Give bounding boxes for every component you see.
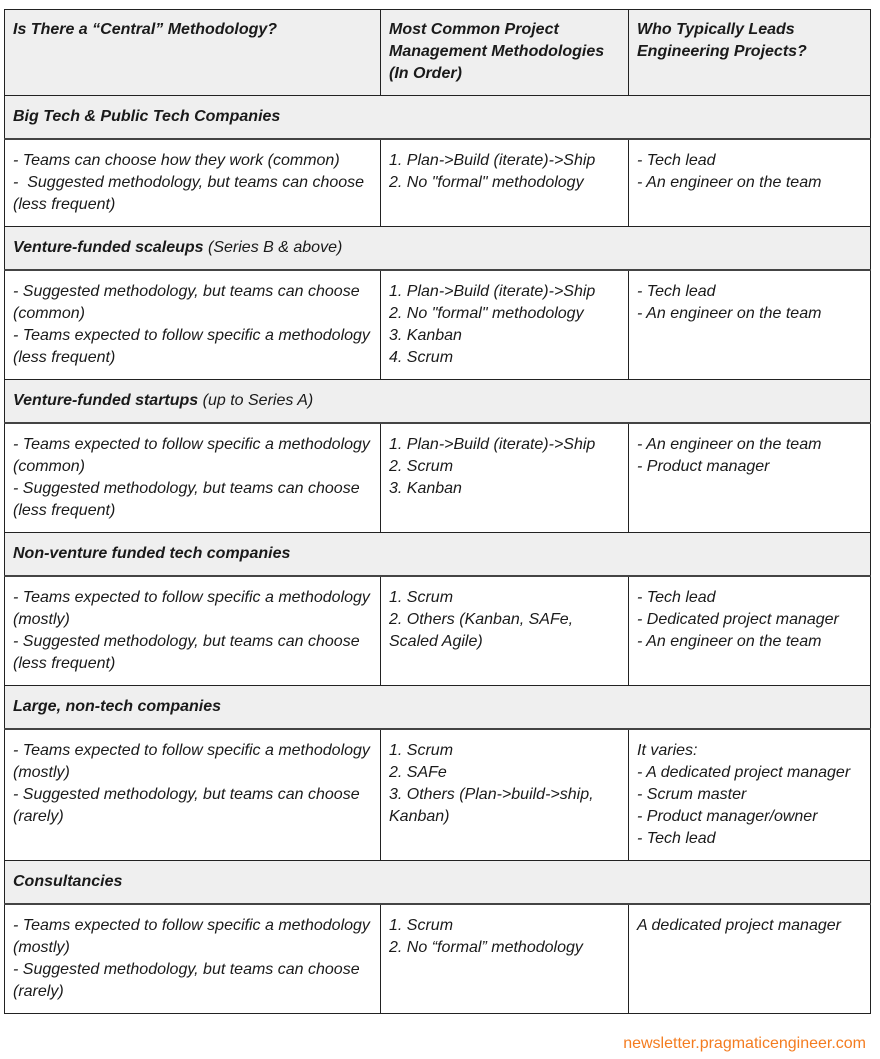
- cell-line: - An engineer on the team: [637, 633, 822, 650]
- leads-cell: [629, 576, 871, 686]
- leads-cell: [629, 270, 871, 380]
- cell-line: - An engineer on the team: [637, 174, 822, 191]
- cell-line: - A dedicated project manager: [637, 764, 851, 781]
- methodologies-cell: [381, 576, 629, 686]
- cell-line: 2. Others (Kanban, SAFe, Scaled Agile): [389, 611, 578, 650]
- methodologies-cell: [381, 423, 629, 533]
- section-row-consultancies: [5, 861, 871, 905]
- section-title-cell: [5, 227, 871, 271]
- cell-line: - Tech lead: [637, 152, 716, 169]
- section-title-cell: [5, 861, 871, 905]
- table-header-row: [5, 10, 871, 96]
- cell-line: 1. Scrum: [389, 742, 454, 759]
- section-title: Venture-funded startups: [13, 392, 199, 409]
- methodologies-cell: [381, 270, 629, 380]
- cell-line: - Suggested methodology, but teams can choose (rarely): [13, 961, 365, 1000]
- cell-line: - Suggested methodology, but teams can choose (common): [13, 283, 365, 322]
- central-methodology-cell: [5, 729, 381, 861]
- section-row-large-non-tech: [5, 686, 871, 730]
- methodologies-cell: [381, 904, 629, 1014]
- cell-line: - Suggested methodology, but teams can choose (less frequent): [13, 633, 365, 672]
- cell-line: - Teams expected to follow specific a methodology (less frequent): [13, 327, 375, 366]
- cell-line: 3. Kanban: [389, 480, 462, 497]
- methodologies-cell: [381, 139, 629, 227]
- cell-line: - Teams expected to follow specific a methodology (mostly): [13, 742, 375, 781]
- table-row: [5, 576, 871, 686]
- header-who-leads: Who Typically Leads Engineering Projects?: [629, 10, 871, 96]
- table-row: [5, 139, 871, 227]
- section-title-cell: [5, 380, 871, 424]
- table-row: [5, 423, 871, 533]
- section-note: (Series B & above): [203, 239, 343, 256]
- leads-cell: [629, 139, 871, 227]
- section-title-cell: [5, 96, 871, 140]
- comparison-table-container: [4, 9, 870, 1014]
- cell-line: - Tech lead: [637, 283, 716, 300]
- cell-line: 1. Scrum: [389, 589, 454, 606]
- cell-line: 2. No "formal" methodology: [389, 174, 584, 191]
- central-methodology-cell: [5, 576, 381, 686]
- cell-line: 2. SAFe: [389, 764, 447, 781]
- cell-line: - Suggested methodology, but teams can choose (less frequent): [13, 480, 365, 519]
- section-row-non-venture: [5, 533, 871, 577]
- table-row: [5, 270, 871, 380]
- cell-line: - Tech lead: [637, 830, 716, 847]
- cell-line: 2. No "formal" methodology: [389, 305, 584, 322]
- cell-line: 3. Kanban: [389, 327, 462, 344]
- cell-line: - Product manager/owner: [637, 808, 818, 825]
- source-link[interactable]: newsletter.pragmaticengineer.com: [623, 1035, 866, 1052]
- methodology-comparison-table: [4, 9, 871, 1014]
- section-title: Big Tech & Public Tech Companies: [13, 108, 281, 125]
- leads-cell: [629, 423, 871, 533]
- cell-line: 4. Scrum: [389, 349, 454, 366]
- cell-line: - Teams expected to follow specific a methodology (common): [13, 436, 375, 475]
- cell-line: 2. No “formal” methodology: [389, 939, 583, 956]
- cell-line: 1. Plan->Build (iterate)->Ship: [389, 436, 596, 453]
- cell-line: - Teams expected to follow specific a methodology (mostly): [13, 917, 375, 956]
- section-title-cell: [5, 686, 871, 730]
- cell-line: A dedicated project manager: [637, 917, 841, 934]
- cell-line: 1. Scrum: [389, 917, 454, 934]
- section-note: (up to Series A): [198, 392, 314, 409]
- section-title: Non-venture funded tech companies: [13, 545, 291, 562]
- section-row-startups: [5, 380, 871, 424]
- cell-line: 3. Others (Plan->build->ship, Kanban): [389, 786, 598, 825]
- cell-line: - Tech lead: [637, 589, 716, 606]
- section-row-big-tech: [5, 96, 871, 140]
- cell-line: - Scrum master: [637, 786, 747, 803]
- header-central-methodology: Is There a “Central” Methodology?: [5, 10, 381, 96]
- cell-line: 1. Plan->Build (iterate)->Ship: [389, 283, 596, 300]
- table-row: [5, 729, 871, 861]
- cell-line: - An engineer on the team: [637, 436, 822, 453]
- cell-line: It varies:: [637, 742, 698, 759]
- cell-line: - Dedicated project manager: [637, 611, 839, 628]
- methodologies-cell: [381, 729, 629, 861]
- cell-line: 1. Plan->Build (iterate)->Ship: [389, 152, 596, 169]
- central-methodology-cell: [5, 423, 381, 533]
- cell-line: - An engineer on the team: [637, 305, 822, 322]
- section-title-cell: [5, 533, 871, 577]
- header-common-methodologies: Most Common Project Management Methodologies (In Order): [381, 10, 629, 96]
- section-title: Venture-funded scaleups: [13, 239, 204, 256]
- leads-cell: [629, 729, 871, 861]
- central-methodology-cell: [5, 904, 381, 1014]
- table-row: [5, 904, 871, 1014]
- section-row-scaleups: [5, 227, 871, 271]
- cell-line: - Teams can choose how they work (common): [13, 152, 340, 169]
- cell-line: 2. Scrum: [389, 458, 454, 475]
- cell-line: - Suggested methodology, but teams can choose (less frequent): [13, 174, 369, 213]
- leads-cell: [629, 904, 871, 1014]
- table-body: [5, 96, 871, 1014]
- cell-line: - Teams expected to follow specific a methodology (mostly): [13, 589, 375, 628]
- cell-line: - Product manager: [637, 458, 770, 475]
- cell-line: - Suggested methodology, but teams can choose (rarely): [13, 786, 365, 825]
- central-methodology-cell: [5, 270, 381, 380]
- section-title: Large, non-tech companies: [13, 698, 222, 715]
- section-title: Consultancies: [13, 873, 123, 890]
- central-methodology-cell: [5, 139, 381, 227]
